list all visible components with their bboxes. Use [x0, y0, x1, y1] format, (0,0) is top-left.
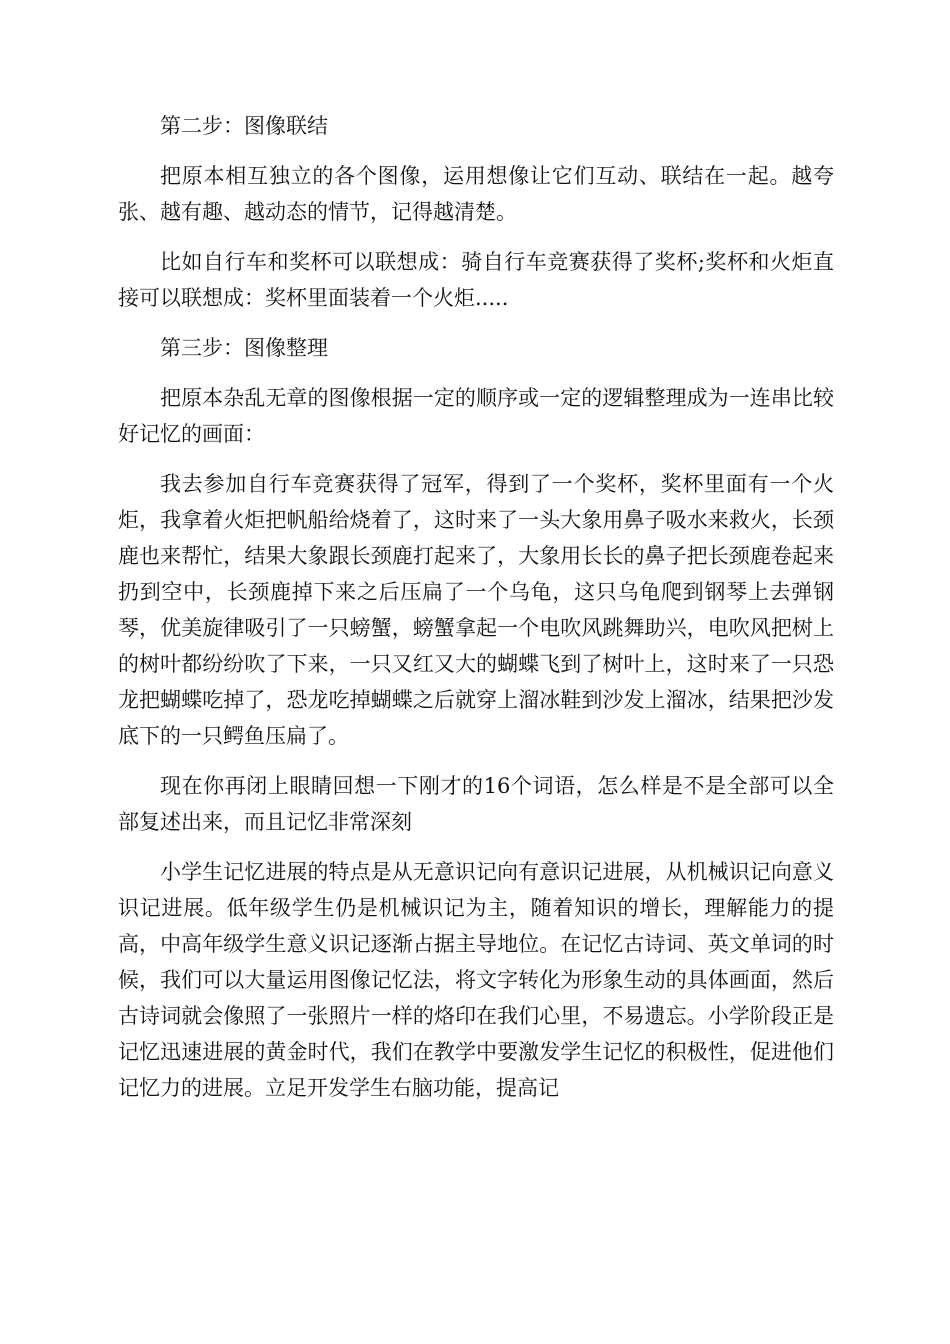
paragraph-memory-development: 小学生记忆进展的特点是从无意识记向有意识记进展，从机械识记向意义识记进展。低年级学生仍是机械识记为主，随着知识的增长，理解能力的提高，中高年级学生意义识记逐渐占据主导地位。在记忆古诗词、英文单词的时候，我们可以大量运用图像记忆法，将文字转化为形象生动的具体画面，然后古诗词就会像照了一张照片一样的烙印在我们心里，不易遗忘。小学阶段正是记忆迅速进展的黄金时代，我们在教学中要激发学生记忆的积极性，促进他们记忆力的进展。立足开发学生右脑功能，提高记	[118, 860, 834, 1100]
paragraph-recall: 现在你再闭上眼睛回想一下刚才的16个词语，怎么样是不是全部可以全部复述出来，而且记忆非常深刻	[118, 774, 834, 834]
step-two-heading: 第二步：图像联结	[160, 114, 328, 138]
document-page	[118, 108, 834, 1120]
step-three-heading: 第三步：图像整理	[160, 336, 328, 360]
paragraph-story: 我去参加自行车竞赛获得了冠军，得到了一个奖杯，奖杯里面有一个火炬，我拿着火炬把帆船给烧着了，这时来了一头大象用鼻子吸水来救火，长颈鹿也来帮忙，结果大象跟长颈鹿打起来了，大象用长长的鼻子把长颈鹿卷起来扔到空中，长颈鹿掉下来之后压扁了一个乌龟，这只乌龟爬到钢琴上去弹钢琴，优美旋律吸引了一只螃蟹，螃蟹拿起一个电吹风跳舞助兴，电吹风把树上的树叶都纷纷吹了下来，一只又红又大的蝴蝶飞到了树叶上，这时来了一只恐龙把蝴蝶吃掉了，恐龙吃掉蝴蝶之后就穿上溜冰鞋到沙发上溜冰，结果把沙发底下的一只鳄鱼压扁了。	[118, 472, 834, 748]
paragraph-image-linking: 把原本相互独立的各个图像，运用想像让它们互动、联结在一起。越夸张、越有趣、越动态的情节，记得越清楚。	[118, 164, 834, 224]
paragraph-image-organizing: 把原本杂乱无章的图像根据一定的顺序或一定的逻辑整理成为一连串比较好记忆的画面：	[118, 386, 834, 446]
paragraph-linking-example: 比如自行车和奖杯可以联想成：骑自行车竞赛获得了奖杯;奖杯和火炬直接可以联想成：奖杯里面装着一个火炬.....	[118, 250, 834, 310]
